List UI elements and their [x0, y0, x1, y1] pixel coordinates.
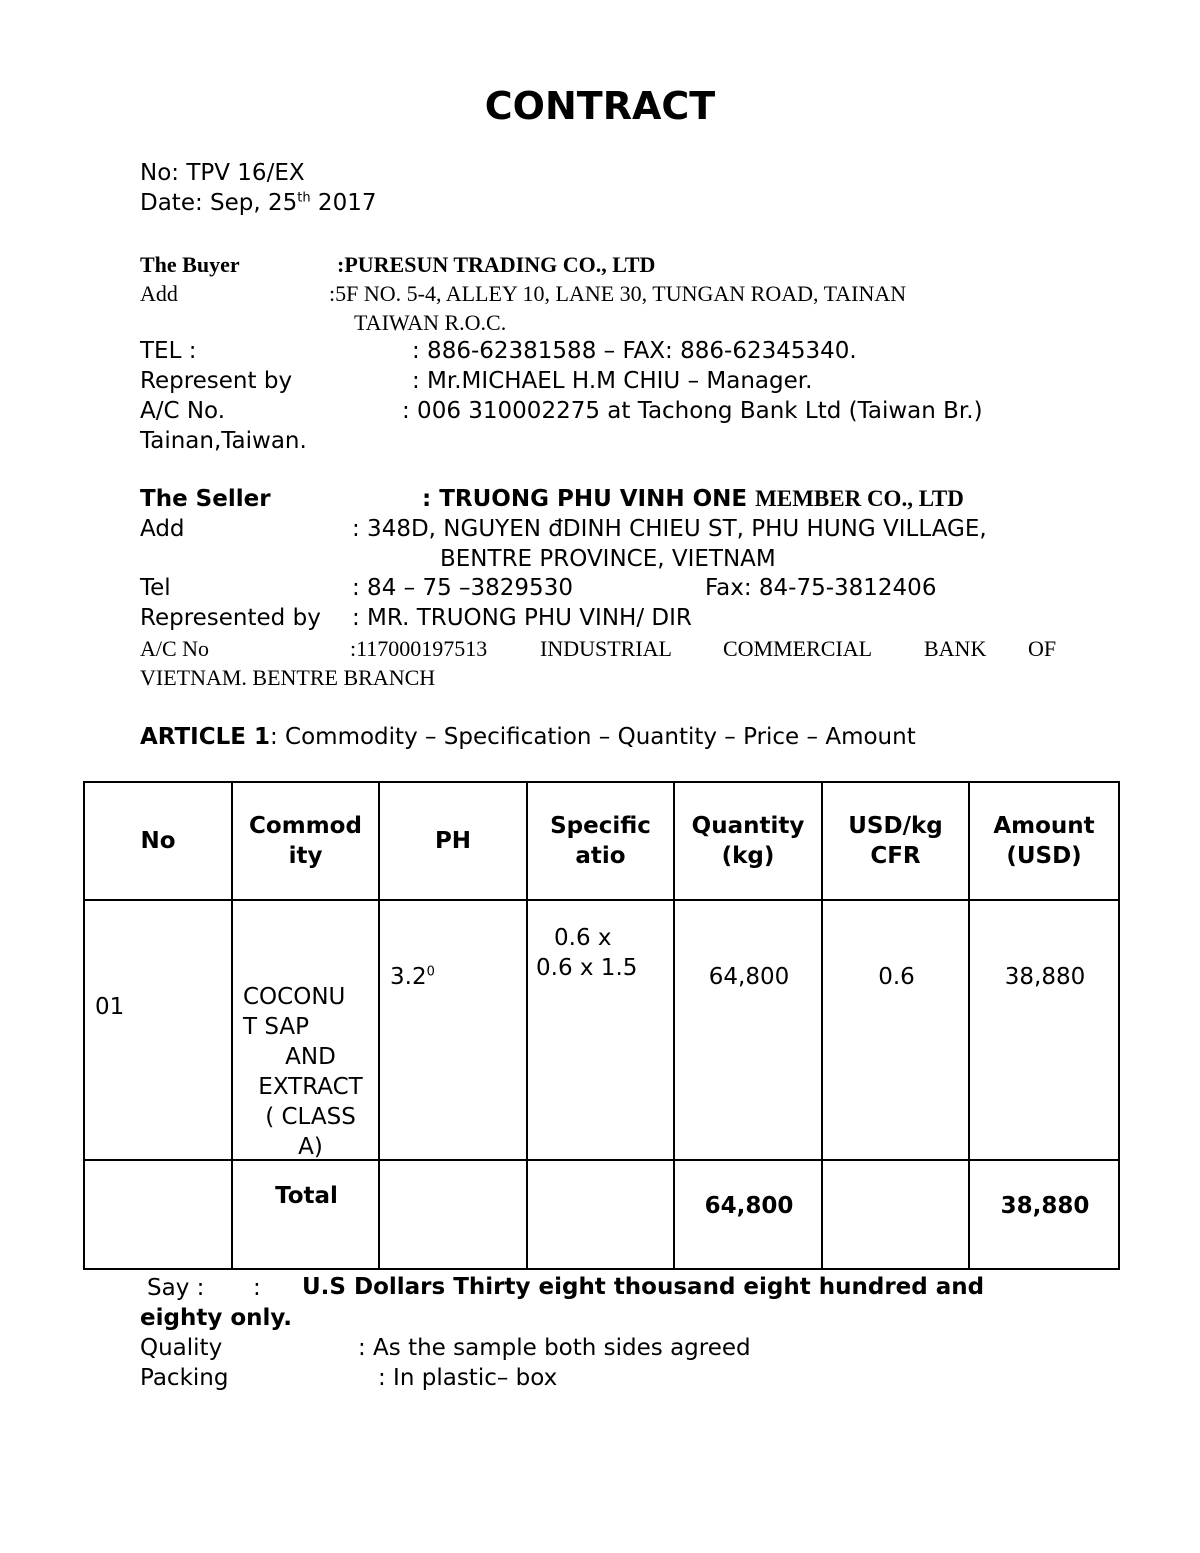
header-no: No	[84, 782, 232, 900]
row-ph: $3.2^0$	[379, 900, 527, 1160]
total-empty-price	[822, 1160, 969, 1269]
seller-bank-word-3: BANK	[924, 636, 987, 661]
row-specification: 0.6 x 0.6 x 1.5	[527, 900, 674, 1160]
buyer-tel-label: TEL :	[140, 338, 197, 364]
say-amount-words-line2: eighty only.	[140, 1305, 292, 1331]
buyer-account-line2: Tainan,Taiwan.	[140, 428, 307, 454]
table-total-row	[84, 1160, 1119, 1269]
header-amount: Amount (USD)	[969, 782, 1119, 900]
total-empty-ph	[379, 1160, 527, 1269]
seller-account-number: :117000197513	[350, 636, 488, 661]
say-colon: :	[253, 1275, 261, 1301]
total-quantity: 64,800	[674, 1160, 822, 1269]
quality-value: : As the sample both sides agreed	[358, 1335, 751, 1361]
header-ph: PH	[379, 782, 527, 900]
seller-account-label: A/C No	[140, 636, 210, 661]
seller-fax-value: Fax: 84-75-3812406	[705, 575, 937, 601]
seller-bank-word-2: COMMERCIAL	[723, 636, 873, 661]
row-quantity: 64,800	[674, 900, 822, 1160]
say-amount-words-line1: U.S Dollars Thirty eight thousand eight hundred and	[302, 1274, 985, 1300]
buyer-address-label: Add	[140, 281, 178, 306]
article-1-heading: ARTICLE 1: Commodity – Specification – Quantity – Price – Amount	[140, 724, 916, 750]
contract-number: No: TPV 16/EX	[140, 160, 305, 186]
table-header-row	[84, 782, 1119, 900]
total-amount: 38,880	[969, 1160, 1119, 1269]
seller-rep-value: : MR. TRUONG PHU VINH/ DIR	[352, 605, 692, 631]
seller-tel-value: : 84 – 75 –3829530	[352, 575, 573, 601]
buyer-label: The Buyer	[140, 252, 240, 277]
total-empty-no	[84, 1160, 232, 1269]
quality-label: Quality	[140, 1335, 223, 1361]
seller-bank-word-4: OF	[1028, 636, 1057, 661]
buyer-rep-value: : Mr.MICHAEL H.M CHIU – Manager.	[412, 368, 813, 394]
seller-name: : TRUONG PHU VINH ONE MEMBER CO., LTD	[422, 486, 964, 512]
header-commodity: Commod ity	[232, 782, 379, 900]
seller-tel-label: Tel	[140, 575, 171, 601]
header-price: USD/kg CFR	[822, 782, 969, 900]
seller-address-label: Add	[140, 516, 185, 542]
row-no: 01	[84, 900, 232, 1160]
seller-address-line2: BENTRE PROVINCE, VIETNAM	[440, 546, 776, 572]
buyer-rep-label: Represent by	[140, 368, 293, 394]
seller-bank-word-1: INDUSTRIAL	[540, 636, 672, 661]
packing-label: Packing	[140, 1365, 229, 1391]
total-label: Total	[232, 1160, 379, 1269]
seller-label: The Seller	[140, 486, 271, 512]
buyer-name: :PURESUN TRADING CO., LTD	[337, 252, 656, 277]
header-specification: Specific atio	[527, 782, 674, 900]
packing-value: : In plastic– box	[378, 1365, 558, 1391]
seller-address-line1: : 348D, NGUYEN đDINH CHIEU ST, PHU HUNG VILLAGE,	[352, 516, 987, 542]
buyer-address-line2: TAIWAN R.O.C.	[354, 310, 507, 335]
buyer-account-label: A/C No.	[140, 398, 226, 424]
table-row	[84, 900, 1119, 1160]
say-label: Say :	[147, 1275, 205, 1301]
seller-rep-label: Represented by	[140, 605, 321, 631]
buyer-account-value: : 006 310002275 at Tachong Bank Ltd (Taiwan Br.)	[402, 398, 983, 424]
contract-title: CONTRACT	[484, 84, 716, 128]
row-price: 0.6	[822, 900, 969, 1160]
seller-account-line2: VIETNAM. BENTRE BRANCH	[140, 665, 436, 690]
contract-date: Date: Sep, 25th 2017	[140, 190, 377, 216]
commodity-table	[83, 781, 1120, 1270]
buyer-address-line1: :5F NO. 5-4, ALLEY 10, LANE 30, TUNGAN ROAD, TAINAN	[329, 281, 907, 306]
buyer-tel-value: : 886-62381588 – FAX: 886-62345340.	[412, 338, 857, 364]
row-commodity: COCONU T SAP AND EXTRACT ( CLASS A)	[232, 900, 379, 1160]
total-empty-spec	[527, 1160, 674, 1269]
row-amount: 38,880	[969, 900, 1119, 1160]
header-quantity: Quantity (kg)	[674, 782, 822, 900]
